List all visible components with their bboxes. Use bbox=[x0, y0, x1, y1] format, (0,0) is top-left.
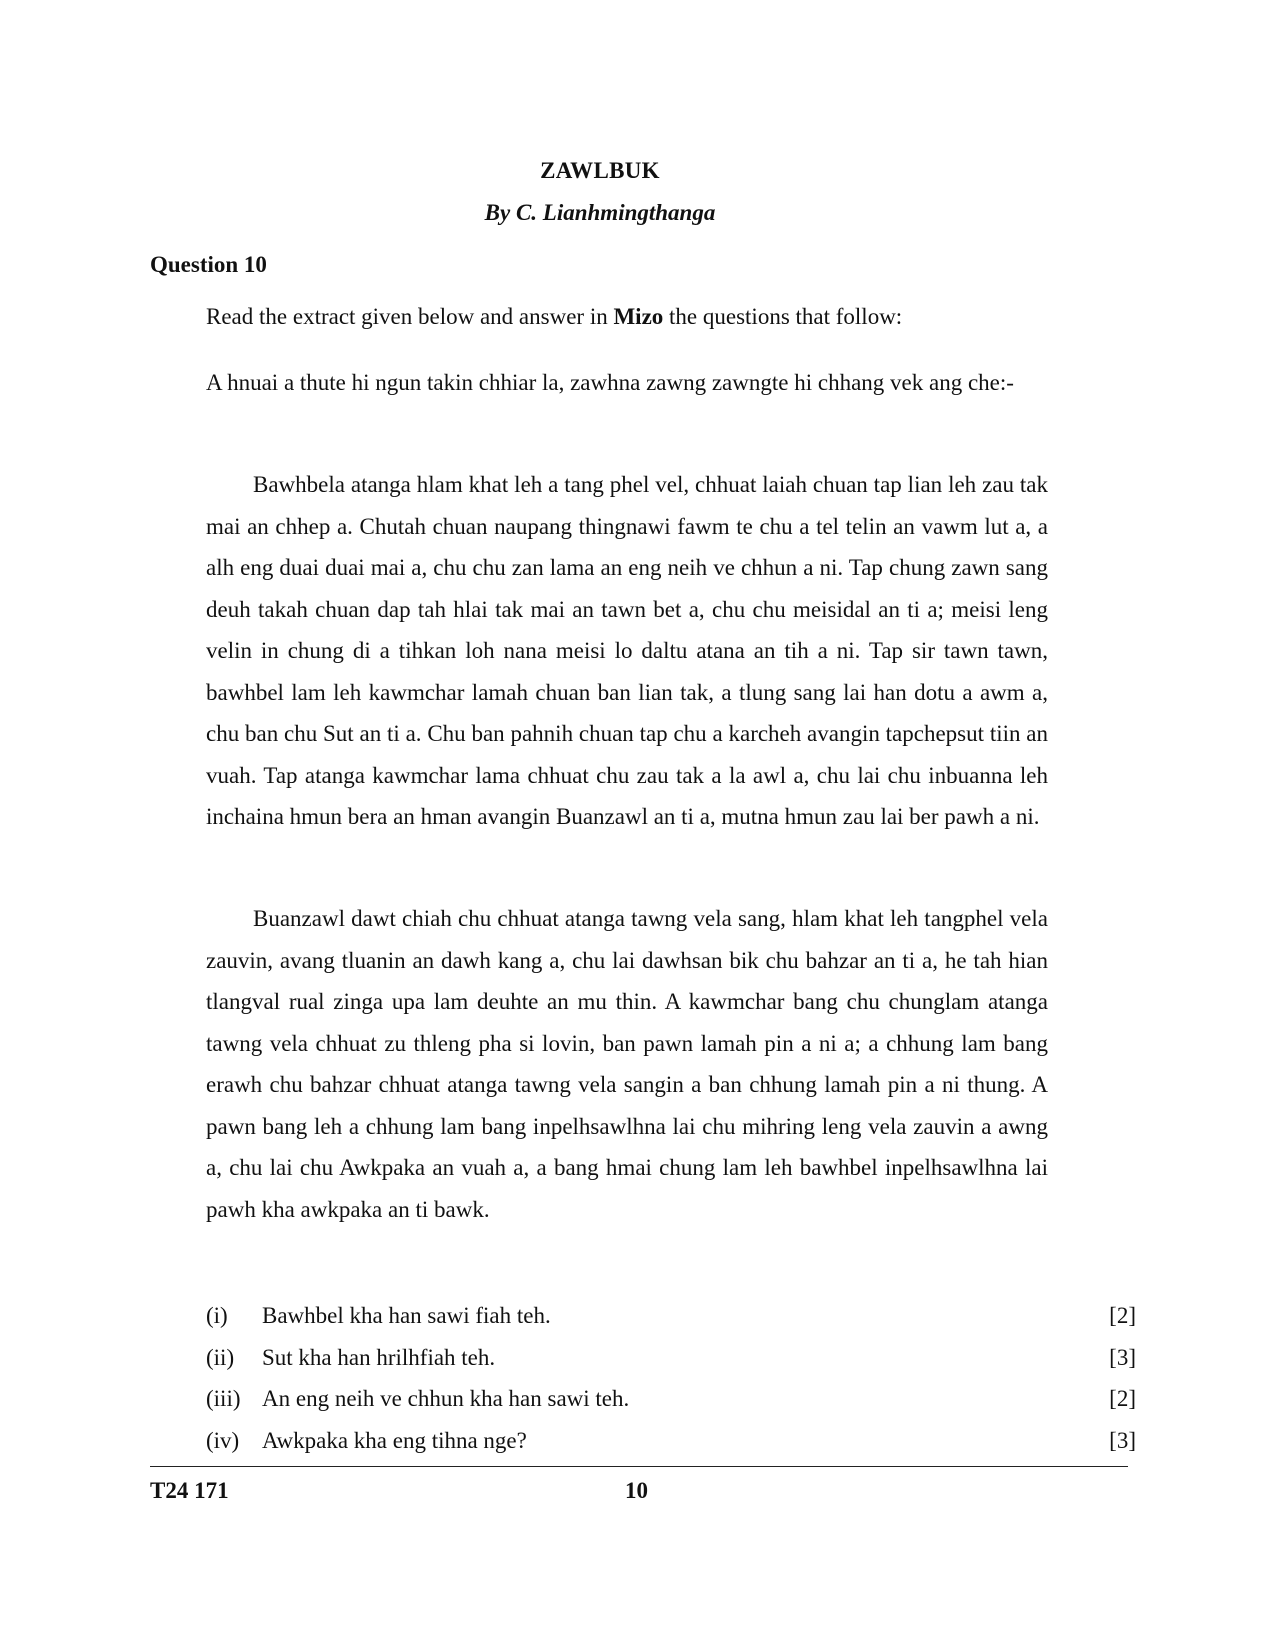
subquestion-marks: [3] bbox=[1109, 1344, 1136, 1370]
subquestion-text: An eng neih ve chhun kha han sawi teh. bbox=[262, 1386, 630, 1411]
extract-paragraph-2: Buanzawl dawt chiah chu chhuat atanga tawng vela sang, hlam khat leh tangphel vela zauvin, avang tluanin an dawh kang a, chu lai dawhsan bik chu bahzar an ti a, he tah hian tlangval rual zinga upa lam deuhte an mu thin. A kawmchar bang chu chunglam atanga tawng vela chhuat zu thleng pha si lovin, ban pawn lamah pin a ni a; a chhung lam bang erawh chu bahzar chhuat atanga tawng vela sangin a ban chhung lamah pin a ni thung. A pawn bang leh a chhung lam bang inpelhsawlhna lai chu mihring leng vela zauvin a awng a, chu lai chu Awkpaka an vuah a, a bang hmai chung lam leh bawhbel inpelhsawlhna lai pawh kha awkpaka an ti bawk. bbox=[206, 906, 1048, 1222]
subquestion-marks: [2] bbox=[1109, 1386, 1136, 1411]
subquestion-row bbox=[206, 1295, 1136, 1337]
subquestion-text: Sut kha han hrilhfiah teh. bbox=[262, 1344, 496, 1370]
subquestion-row bbox=[206, 1420, 1136, 1462]
subquestion-marks: [2] bbox=[1109, 1303, 1136, 1328]
subquestion-list bbox=[206, 1295, 1136, 1461]
page-number: 10 bbox=[625, 1478, 648, 1503]
paper-code: T24 171 bbox=[150, 1478, 229, 1503]
extract-paragraph-1: Bawhbela atanga hlam khat leh a tang phel vel, chhuat laiah chuan tap lian leh zau tak mai an chhep a. Chutah chuan naupang thingnawi fawm te chu a tel telin an vawm lut a, a alh eng duai duai mai a, chu chu zan lama an eng neih ve chhun a ni. Tap chung zawn sang deuh takah chuan dap tah hlai tak mai an tawn bet a, chu chu meisidal an ti a; meisi leng velin in chung di a tihkan loh nana meisi lo daltu atana an tih a ni. Tap sir tawn tawn, bawhbel lam leh kawmchar lamah chuan ban lian tak, a tlung sang lai han dotu a awm a, chu ban chu Sut an ti a. Chu ban pahnih chuan tap chu a karcheh avangin tapchepsut tiin an vuah. Tap atanga kawmchar lama chhuat chu zau tak a la awl a, chu lai chu inbuanna leh inchaina hmun bera an hman avangin Buanzawl an ti a, mutna hmun zau lai ber pawh a ni. bbox=[206, 472, 1048, 829]
poem-title: ZAWLBUK bbox=[540, 158, 660, 183]
author-line: By C. Lianhmingthanga bbox=[484, 200, 716, 225]
sub-instruction: A hnuai a thute hi ngun takin chhiar la, zawhna zawng zawngte hi chhang vek ang che:- bbox=[206, 370, 1014, 395]
subquestion-marks: [3] bbox=[1109, 1427, 1136, 1453]
subquestion-number: (iv) bbox=[206, 1427, 240, 1453]
subquestion-row bbox=[206, 1337, 1136, 1379]
question-label: Question 10 bbox=[150, 252, 267, 277]
instruction-text-before: Read the extract given below and answer in bbox=[206, 304, 614, 329]
subquestion-number: (iii) bbox=[206, 1386, 241, 1411]
instruction bbox=[206, 304, 902, 330]
instruction-language: Mizo bbox=[613, 304, 664, 329]
subquestion-number: (ii) bbox=[206, 1344, 235, 1370]
subquestion-text: Bawhbel kha han sawi fiah teh. bbox=[262, 1303, 551, 1328]
footer-divider bbox=[150, 1466, 1128, 1467]
subquestion-number: (i) bbox=[206, 1303, 228, 1328]
subquestion-row bbox=[206, 1378, 1136, 1420]
subquestion-text: Awkpaka kha eng tihna nge? bbox=[262, 1427, 527, 1453]
instruction-text-after: the questions that follow: bbox=[663, 304, 903, 329]
